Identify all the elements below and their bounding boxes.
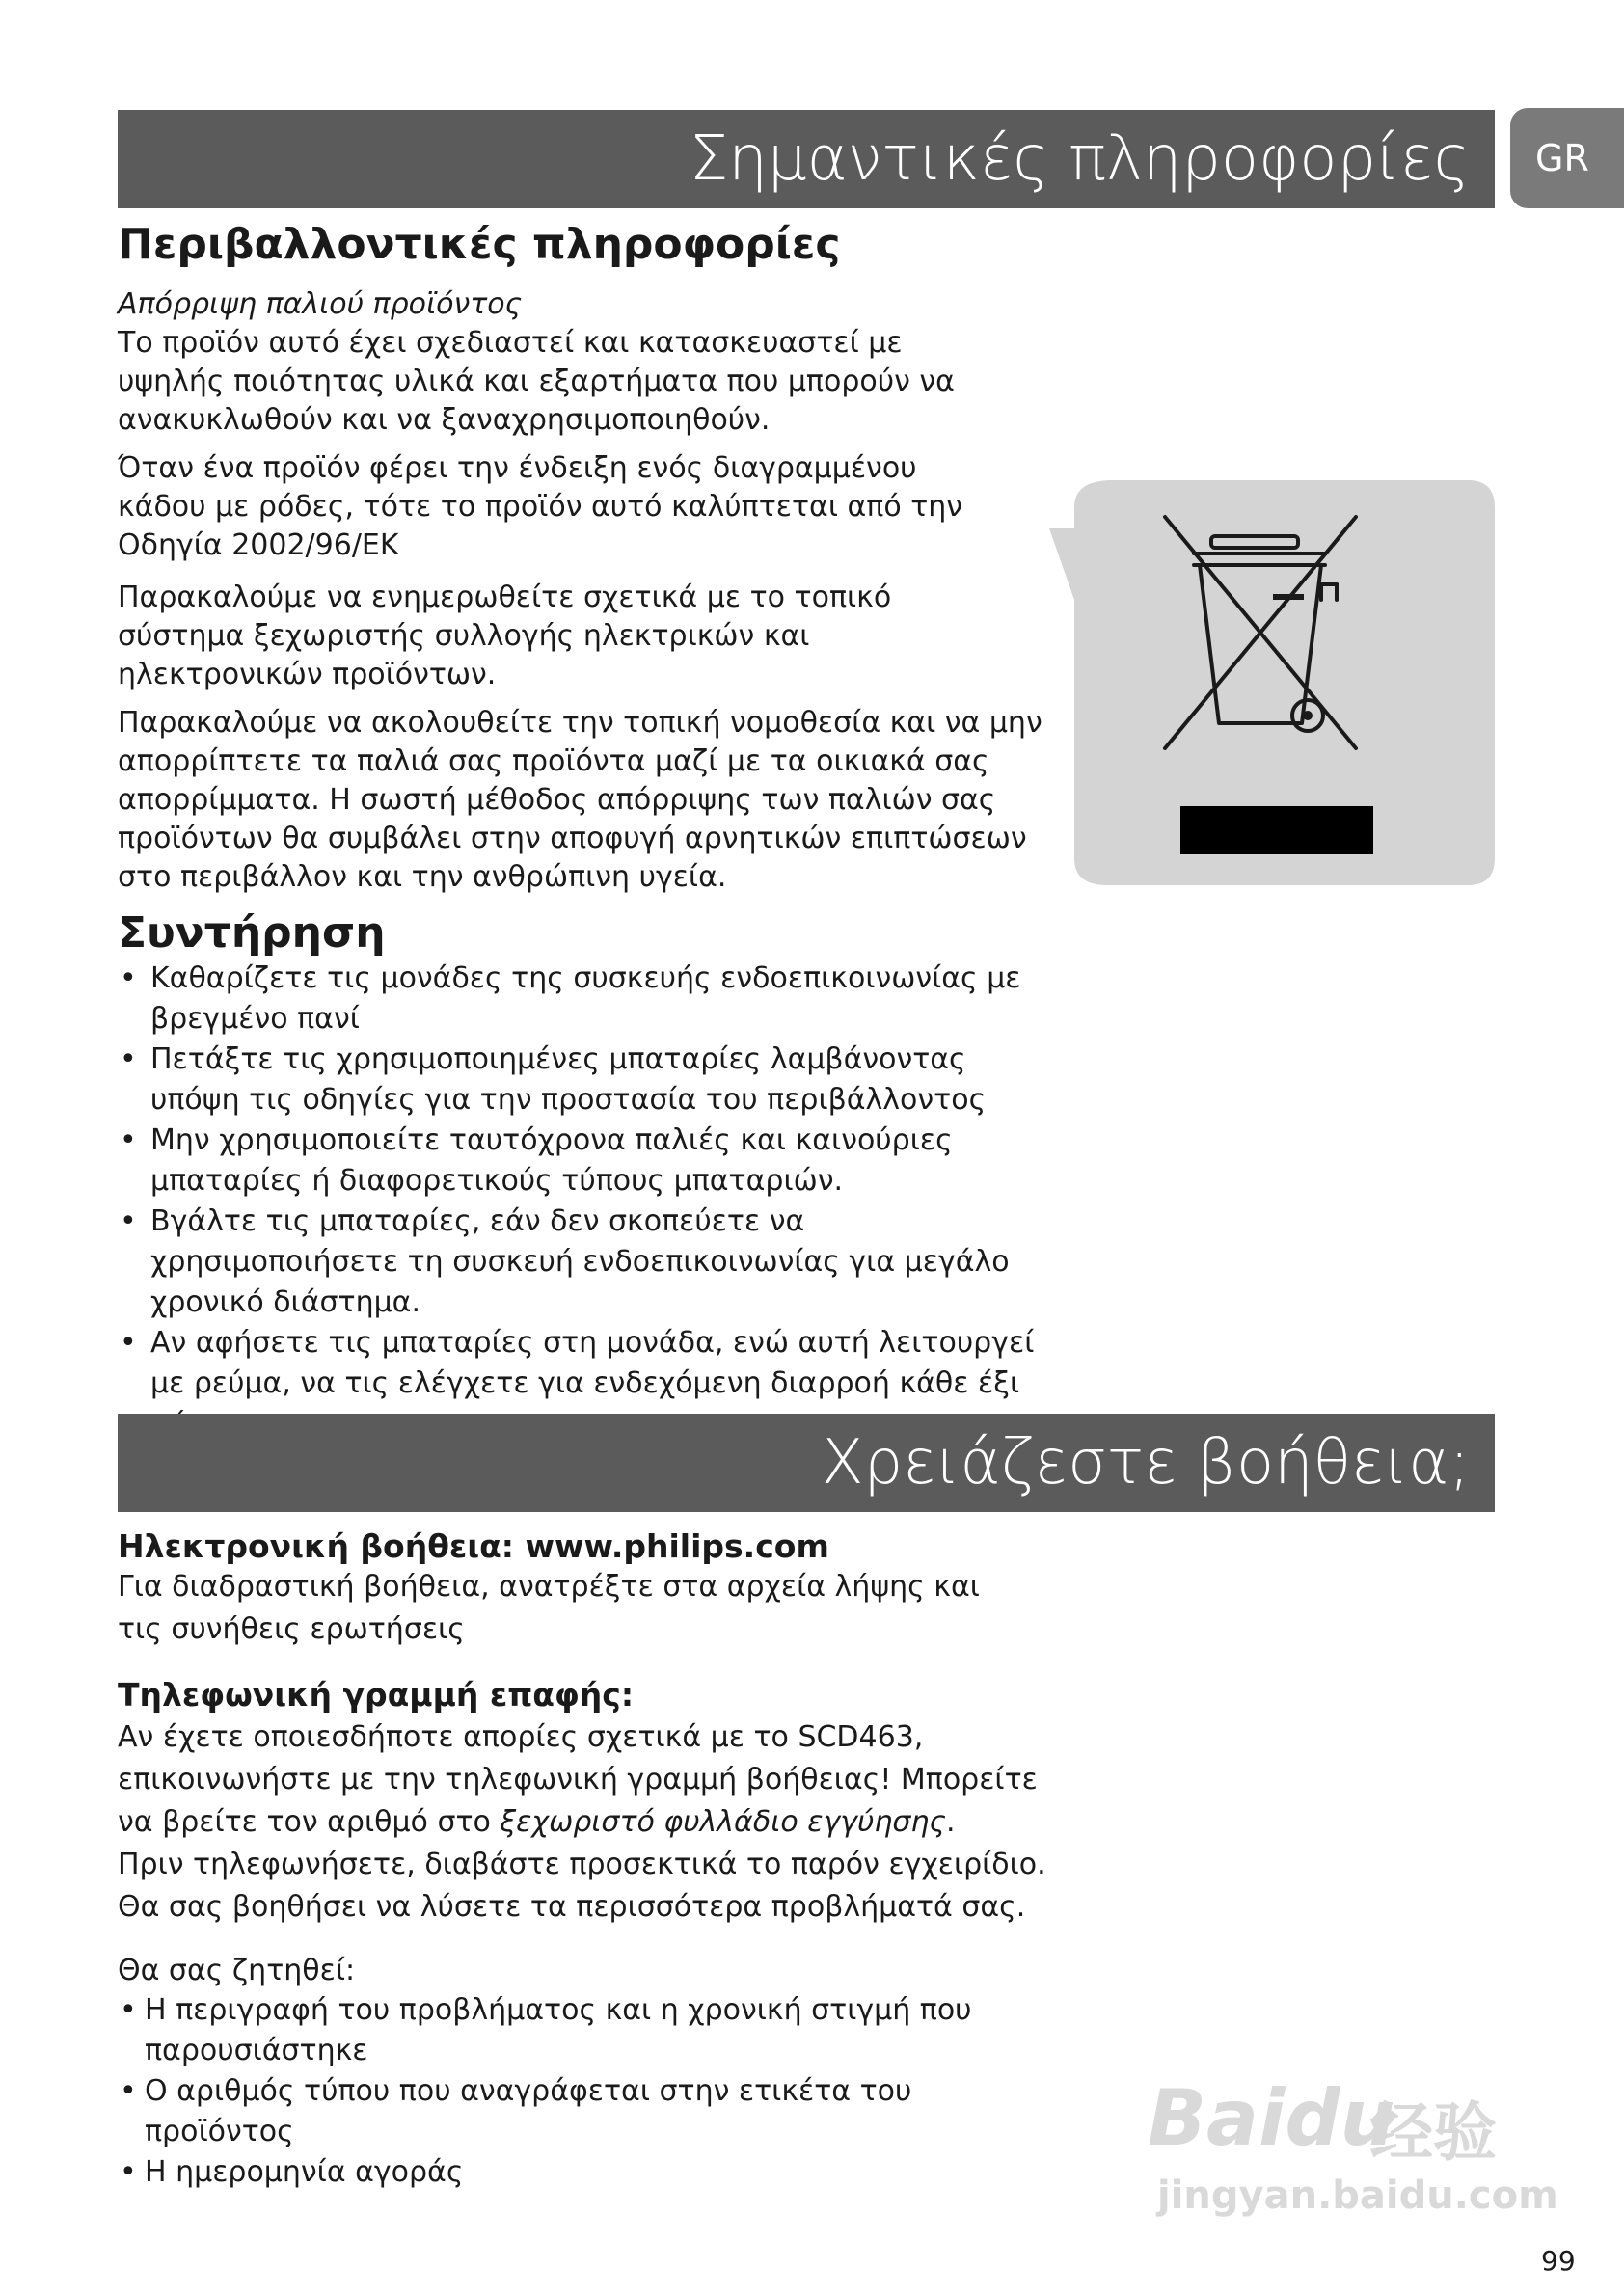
language-code: GR [1535,137,1589,179]
banner-title: Χρειάζεστε βοήθεια; [821,1427,1470,1499]
list-item: • Η ημερομηνία αγοράς [118,2152,1043,2193]
list-item: • Καθαρίζετε τις μονάδες της συσκευής ενδοεπικοινωνίας με βρεγμένο πανί [118,959,1043,1040]
watermark-brand: Baidu [1148,2073,1395,2163]
section-banner-help [118,1414,1495,1512]
env-paragraph-1: Το προϊόν αυτό έχει σχεδιαστεί και κατασκευαστεί με υψηλής ποιότητας υλικά και εξαρτήματα που μπορούν να ανακυκλωθούν και να ξαναχρησιμοποιηθούν. [118,326,955,437]
env-heading: Περιβαλλοντικές πληροφορίες [118,220,841,269]
list-item: • Η περιγραφή του προβλήματος και η χρονική στιγμή που παρουσιάστηκε [118,1990,1043,2071]
language-tab [1510,108,1624,208]
watermark-cn: 经验 [1369,2095,1497,2170]
watermark-url: jingyan.baidu.com [1157,2174,1558,2218]
maintenance-list [118,959,1043,1445]
env-paragraph-2: Όταν ένα προϊόν φέρει την ένδειξη ενός διαγραμμένου κάδου με ρόδες, τότε το προϊόν αυτό καλύπτεται από την Οδηγία 2002/96/ΕΚ [118,451,963,562]
crossed-out-wheelie-bin-icon [1049,480,1495,885]
env-subheading: Απόρριψη παλιού προϊόντος [118,287,523,321]
list-item: • Βγάλτε τις μπαταρίες, εάν δεν σκοπεύετε να χρησιμοποιήσετε τη συσκευή ενδοεπικοινωνίας για μεγάλο χρονικό διάστημα. [118,1202,1043,1323]
phone-help-heading: Τηλεφωνική γραμμή επαφής: [118,1676,635,1714]
list-item: • Ο αριθμός τύπου που αναγράφεται στην ετικέτα του προϊόντος [118,2071,1043,2152]
banner-title: Σημαντικές πληροφορίες [689,123,1470,195]
list-item: • Αν αφήσετε τις μπαταρίες στη μονάδα, ενώ αυτή λειτουργεί με ρεύμα, να τις ελέγχετε για ενδεχόμενη διαρροή κάθε έξι [118,1323,1043,1445]
phone-help-text-b: . [945,1805,956,1839]
maintenance-heading: Συντήρηση [118,908,386,958]
env-paragraph-4: Παρακαλούμε να ακολουθείτε την τοπική νομοθεσία και να μην απορρίπτετε τα παλιά σας προϊόντα μαζί με τα οικιακά σας απορρίμματα. Η σωστή μέθοδος απόρριψης των παλιών σας προϊόντων θα συμβάλει στην αποφυγή αρνητικών επιπτώσεων στο περιβάλλον και την ανθρώπινη υγεία. [118,706,1042,894]
online-help-heading: Ηλεκτρονική βοήθεια: www.philips.com [118,1527,829,1565]
asked-list [118,1990,1043,2193]
phone-help-text-a: Αν έχετε οποιεσδήποτε απορίες σχετικά με το SCD463, επικοινωνήστε με την τηλεφωνική γραμμή βοήθειας! Μπορείτε να βρείτε τον αριθμό στο [118,1720,1038,1839]
warranty-leaflet-ref: ξεχωριστό φυλλάδιο εγγύησης [500,1805,946,1839]
phone-help-text [118,1716,1043,1844]
asked-intro: Θα σας ζητηθεί: [118,1954,356,1987]
page-number: 99 [1541,2245,1576,2277]
weee-symbol-panel [1049,480,1495,885]
env-paragraph-3: Παρακαλούμε να ενημερωθείτε σχετικά με το τοπικό σύστημα ξεχωριστής συλλογής ηλεκτρικών και ηλεκτρονικών προϊόντων. [118,581,892,691]
list-item: • Μην χρησιμοποιείτε ταυτόχρονα παλιές και καινούριες μπαταρίες ή διαφορετικούς τύπους μπαταριών. [118,1121,1043,1202]
list-item: • Πετάξτε τις χρησιμοποιημένες μπαταρίες λαμβάνοντας υπόψη τις οδηγίες για την προστασία του περιβάλλοντος [118,1040,1043,1121]
section-banner-important-info [118,110,1495,208]
online-help-text: Για διαδραστική βοήθεια, ανατρέξτε στα αρχεία λήψης και τις συνήθεις ερωτήσεις [118,1570,980,1646]
phone-help-text-2: Πριν τηλεφωνήσετε, διαβάστε προσεκτικά το παρόν εγχειρίδιο. Θα σας βοηθήσει να λύσετε τα περισσότερα προβλήματά σας. [118,1848,1046,1924]
